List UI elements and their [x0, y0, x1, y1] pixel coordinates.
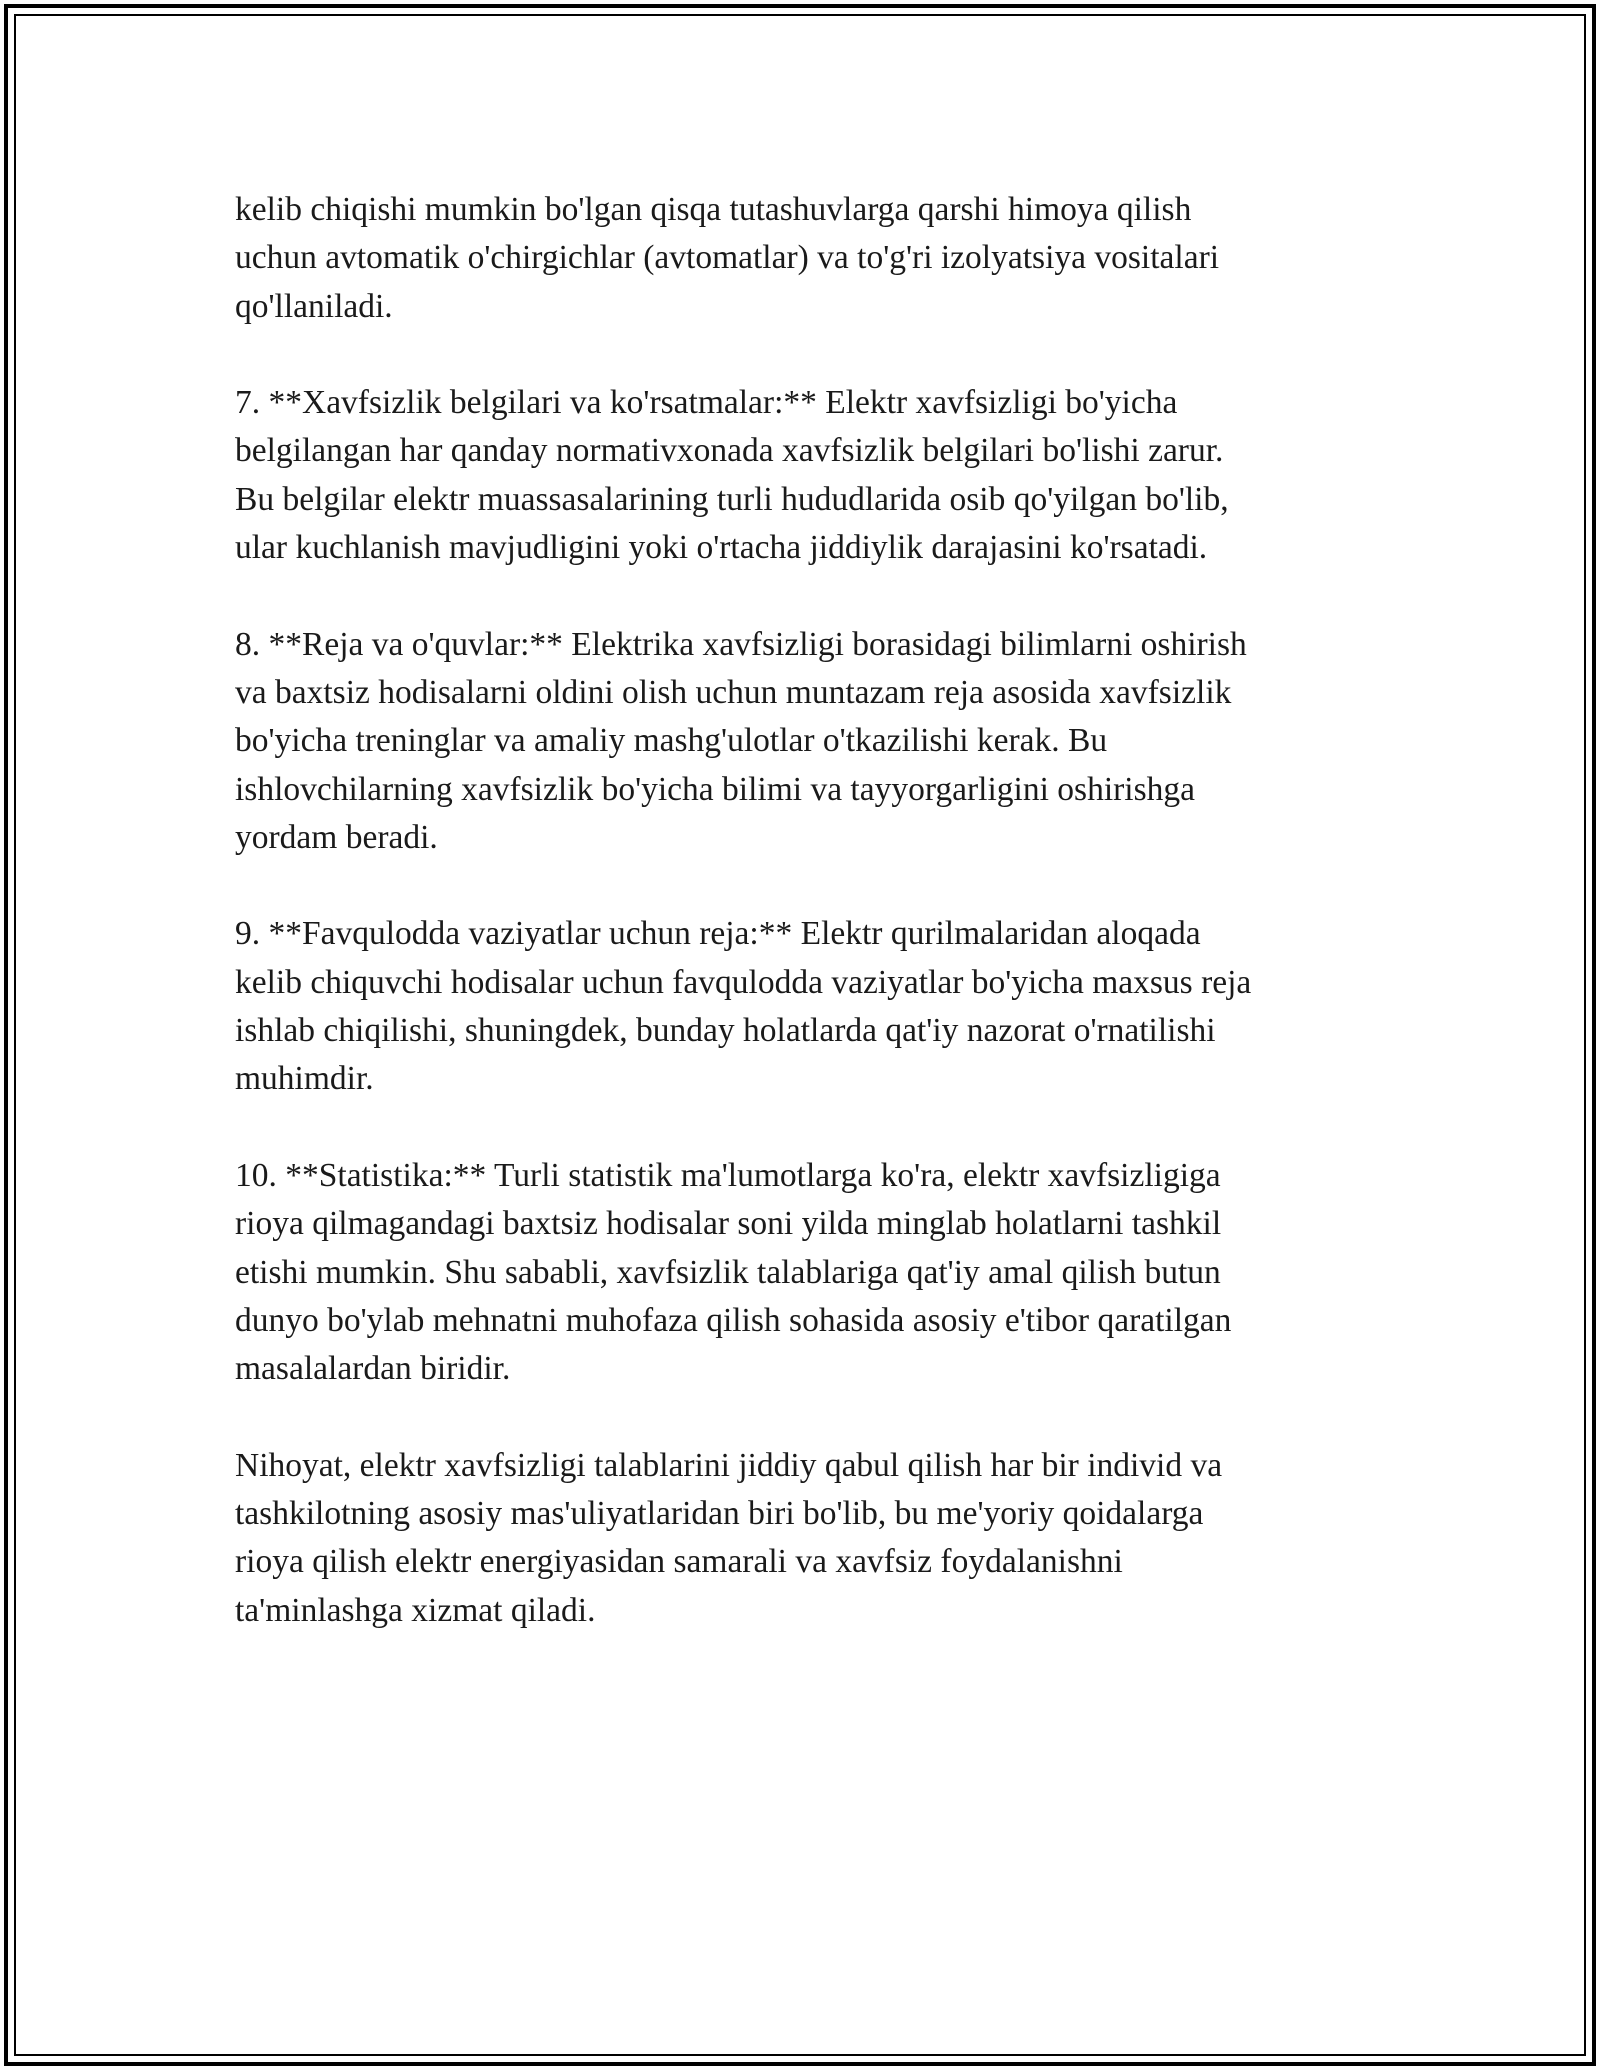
- text-line: 7. **Xavfsizlik belgilari va ko'rsatmalar:** Elektr xavfsizligi bo'yicha: [235, 384, 1178, 422]
- paragraph-item-10: [235, 1152, 1365, 1393]
- paragraph-item-9: [235, 910, 1365, 1103]
- text-line: kelib chiquvchi hodisalar uchun favqulodda vaziyatlar bo'yicha maxsus reja: [235, 963, 1252, 1001]
- text-line: ishlovchilarning xavfsizlik bo'yicha bilimi va tayyorgarligini oshirishga: [235, 770, 1196, 808]
- text-line: Bu belgilar elektr muassasalarining turli hududlarida osib qo'yilgan bo'lib,: [235, 480, 1229, 518]
- text-line: muhimdir.: [235, 1060, 374, 1098]
- paragraph-item-8: [235, 621, 1365, 862]
- text-line: va baxtsiz hodisalarni oldini olish uchun muntazam reja asosida xavfsizlik: [235, 673, 1232, 711]
- document-body: [235, 186, 1365, 1635]
- text-line: yordam beradi.: [235, 818, 438, 856]
- text-line: etishi mumkin. Shu sababli, xavfsizlik talablariga qat'iy amal qilish butun: [235, 1253, 1221, 1291]
- paragraph-conclusion: [235, 1442, 1365, 1635]
- text-line: belgilangan har qanday normativxonada xavfsizlik belgilari bo'lishi zarur.: [235, 432, 1224, 470]
- text-line: qo'llaniladi.: [235, 287, 393, 325]
- text-line: dunyo bo'ylab mehnatni muhofaza qilish sohasida asosiy e'tibor qaratilgan: [235, 1301, 1232, 1339]
- text-line: 10. **Statistika:** Turli statistik ma'lumotlarga ko'ra, elektr xavfsizligiga: [235, 1156, 1221, 1194]
- text-line: tashkilotning asosiy mas'uliyatlaridan biri bo'lib, bu me'yoriy qoidalarga: [235, 1495, 1204, 1533]
- text-line: rioya qilish elektr energiyasidan samarali va xavfsiz foydalanishni: [235, 1543, 1123, 1581]
- paragraph-continuation: [235, 186, 1365, 331]
- text-line: rioya qilmagandagi baxtsiz hodisalar soni yilda minglab holatlarni tashkil: [235, 1205, 1222, 1243]
- text-line: uchun avtomatik o'chirgichlar (avtomatlar) va to'g'ri izolyatsiya vositalari: [235, 239, 1220, 277]
- text-line: kelib chiqishi mumkin bo'lgan qisqa tutashuvlarga qarshi himoya qilish: [235, 191, 1192, 228]
- text-line: bo'yicha treninglar va amaliy mashg'ulotlar o'tkazilishi kerak. Bu: [235, 722, 1108, 760]
- text-line: ishlab chiqilishi, shuningdek, bunday holatlarda qat'iy nazorat o'rnatilishi: [235, 1012, 1216, 1050]
- text-line: 8. **Reja va o'quvlar:** Elektrika xavfsizligi borasidagi bilimlarni oshirish: [235, 625, 1247, 663]
- paragraph-item-7: [235, 379, 1365, 572]
- text-line: Nihoyat, elektr xavfsizligi talablarini jiddiy qabul qilish har bir individ va: [235, 1446, 1223, 1484]
- text-line: masalalardan biridir.: [235, 1350, 511, 1388]
- text-line: ular kuchlanish mavjudligini yoki o'rtacha jiddiylik darajasini ko'rsatadi.: [235, 529, 1208, 567]
- text-line: ta'minlashga xizmat qiladi.: [235, 1591, 596, 1629]
- text-line: 9. **Favqulodda vaziyatlar uchun reja:** Elektr qurilmalaridan aloqada: [235, 915, 1201, 953]
